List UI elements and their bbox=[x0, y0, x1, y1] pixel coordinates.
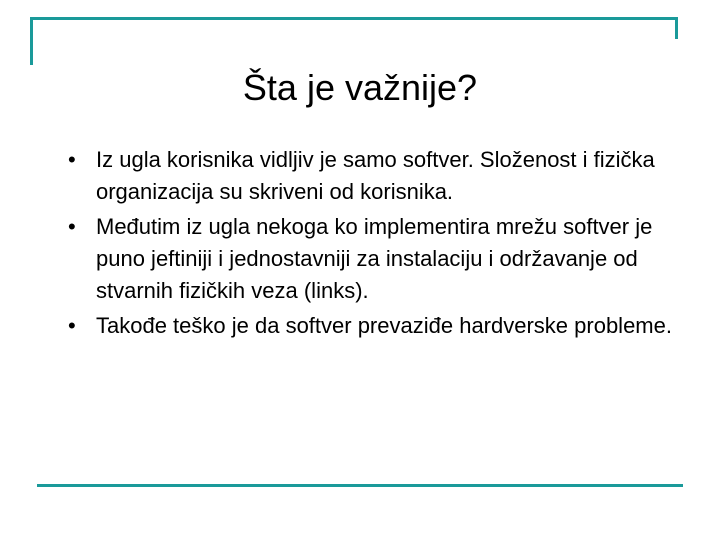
slide-title: Šta je važnije? bbox=[242, 67, 478, 108]
bullet-list bbox=[66, 144, 676, 345]
frame-right-line bbox=[675, 17, 678, 39]
frame-top-line bbox=[30, 17, 678, 20]
bullet-dot-icon: • bbox=[68, 214, 76, 239]
bullet-item bbox=[66, 310, 676, 342]
bullet-item bbox=[66, 144, 676, 208]
bullet-item bbox=[66, 211, 676, 307]
bullet-text: Iz ugla korisnika vidljiv je samo softver. Složenost i fizička organizacija su skriveni od korisnika. bbox=[96, 147, 655, 204]
frame-bottom-line bbox=[37, 484, 683, 487]
bullet-text: Međutim iz ugla nekoga ko implementira mrežu softver je puno jeftiniji i jednostavniji za instalaciju i održavanje od stvarnih fizičkih veza (links). bbox=[96, 214, 653, 303]
frame-left-line bbox=[30, 17, 33, 65]
bullet-text: Takođe teško je da softver prevaziđe hardverske probleme. bbox=[96, 313, 672, 338]
bullet-dot-icon: • bbox=[68, 147, 76, 172]
bullet-dot-icon: • bbox=[68, 313, 76, 338]
